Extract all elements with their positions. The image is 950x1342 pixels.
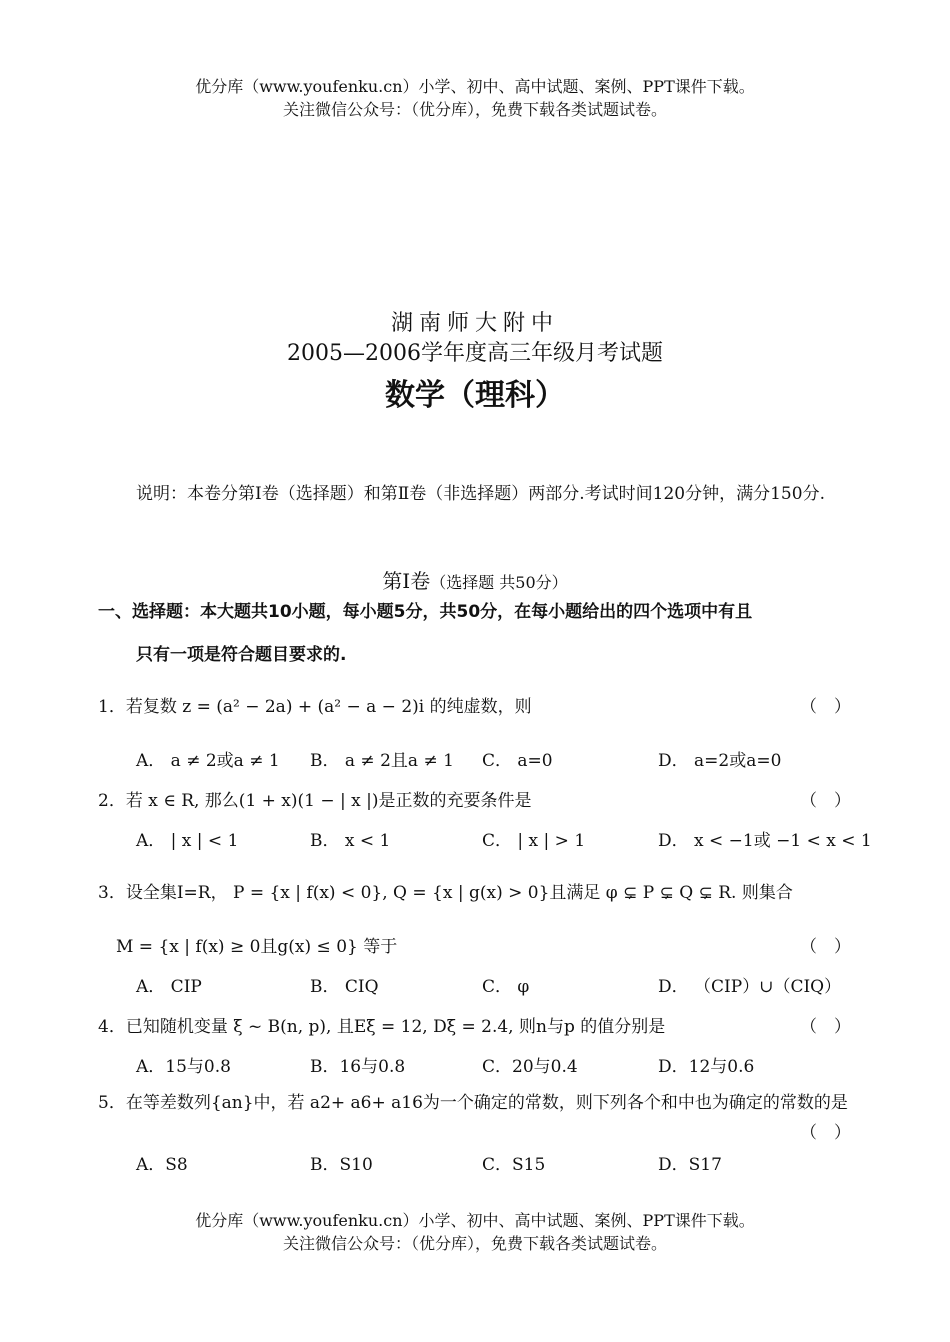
question-2-option-c: C． | x | > 1 <box>482 831 586 851</box>
question-4-answer-bracket: （ ） <box>800 1017 851 1037</box>
section-title: 第Ⅰ卷 <box>382 569 431 593</box>
part-instruction-line-1: 一、选择题：本大题共10小题，每小题5分，共50分，在每小题给出的四个选项中有且 <box>98 602 753 622</box>
question-5-option-c: C．S15 <box>482 1155 546 1175</box>
question-2-stem: 2．若 x ∈ R, 那么(1 + x)(1 − | x |)是正数的充要条件是 <box>98 791 532 811</box>
question-3-option-d: D． （CIP）∪（CIQ） <box>658 977 842 997</box>
question-1-answer-bracket: （ ） <box>800 697 851 717</box>
question-5-option-d: D．S17 <box>658 1155 722 1175</box>
exam-note: 说明：本卷分第Ⅰ卷（选择题）和第Ⅱ卷（非选择题）两部分.考试时间120分钟，满分150分. <box>136 484 825 504</box>
question-1-stem: 1．若复数 z = (a² − 2a) + (a² − a − 2)i 的纯虚数，则 <box>98 697 532 717</box>
question-4-option-c: C．20与0.4 <box>482 1057 578 1077</box>
footer-line-2: 关注微信公众号：（优分库），免费下载各类试题试卷。 <box>282 1234 667 1253</box>
question-2-option-a: A． | x | < 1 <box>136 831 239 851</box>
question-5-option-b: B．S10 <box>310 1155 373 1175</box>
question-5-option-a: A．S8 <box>136 1155 188 1175</box>
question-3-stem-continued: M = {x | f(x) ≥ 0且g(x) ≤ 0} 等于 <box>116 937 398 957</box>
question-3-option-a: A． CIP <box>136 977 202 997</box>
header-line-2: 关注微信公众号：（优分库），免费下载各类试题试卷。 <box>282 100 667 119</box>
question-4-stem: 4．已知随机变量 ξ ~ B(n, p), 且Eξ = 12, Dξ = 2.4, 则n与p 的值分别是 <box>98 1017 666 1037</box>
question-3-answer-bracket: （ ） <box>800 937 851 957</box>
subject-title: 数学（理科） <box>385 378 565 413</box>
question-3-option-c: C． φ <box>482 977 530 997</box>
question-4-option-b: B．16与0.8 <box>310 1057 406 1077</box>
question-2-option-b: B． x < 1 <box>310 831 391 851</box>
footer-line-1: 优分库（www.youfenku.cn）小学、初中、高中试题、案例、PPT课件下载。 <box>195 1211 755 1230</box>
question-4-option-a: A．15与0.8 <box>136 1057 231 1077</box>
question-1-option-d: D． a=2或a=0 <box>658 751 782 771</box>
question-3-option-b: B． CIQ <box>310 977 379 997</box>
question-1-option-c: C． a=0 <box>482 751 553 771</box>
question-5-stem: 5．在等差数列{an}中，若 a2+ a6+ a16为一个确定的常数，则下列各个和中也为确定的常数的是 <box>98 1093 848 1113</box>
question-2-answer-bracket: （ ） <box>800 791 851 811</box>
section-heading <box>0 565 950 594</box>
question-4-option-d: D．12与0.6 <box>658 1057 755 1077</box>
question-1-option-a: A． a ≠ 2或a ≠ 1 <box>136 751 280 771</box>
header-line-1: 优分库（www.youfenku.cn）小学、初中、高中试题、案例、PPT课件下载。 <box>195 77 755 96</box>
question-2-option-d: D． x < −1或 −1 < x < 1 <box>658 831 872 851</box>
part-instruction-line-2: 只有一项是符合题目要求的. <box>136 645 347 665</box>
school-title: 湖南师大附中 <box>390 311 559 336</box>
section-subtitle: （选择题 共50分） <box>430 573 568 592</box>
question-3-stem: 3．设全集I=R， P = {x | f(x) < 0}, Q = {x | g(x) > 0}且满足 φ ⊊ P ⊊ Q ⊊ R. 则集合 <box>98 883 793 903</box>
exam-title: 2005—2006学年度高三年级月考试题 <box>287 341 663 366</box>
question-5-answer-bracket: （ ） <box>800 1123 851 1143</box>
question-1-option-b: B． a ≠ 2且a ≠ 1 <box>310 751 454 771</box>
